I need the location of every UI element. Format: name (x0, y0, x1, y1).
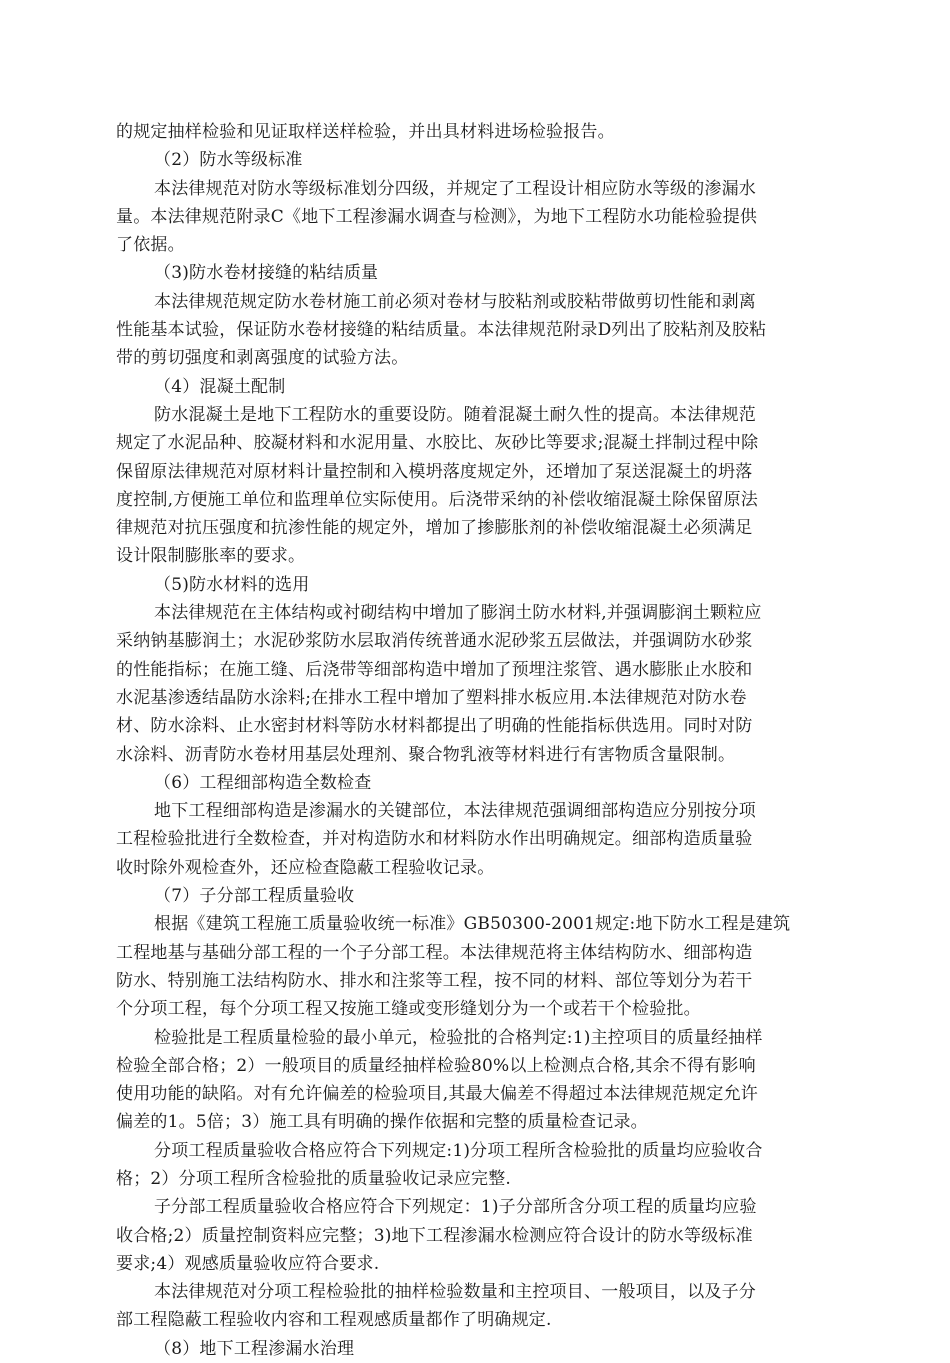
section-heading: （8）地下工程渗漏水治理 (154, 1338, 355, 1359)
paragraph-line: 材、防水涂料、止水密封材料等防水材料都提出了明确的性能指标供选用。同时对防 (116, 716, 753, 737)
paragraph-line: 工程检验批进行全数检查，并对构造防水和材料防水作出明确规定。细部构造质量验 (116, 829, 753, 850)
paragraph-first-line: 根据《建筑工程施工质量验收统一标准》GB50300-2001规定:地下防水工程是建筑 (154, 914, 791, 935)
paragraph-line: 量。本法律规范附录C《地下工程渗漏水调查与检测》，为地下工程防水功能检验提供 (116, 206, 758, 227)
section-heading: （6）工程细部构造全数检查 (154, 772, 372, 793)
paragraph-line: 收时除外观检查外，还应检查隐蔽工程验收记录。 (116, 857, 495, 878)
paragraph-first-line: 本法律规范对分项工程检验批的抽样检验数量和主控项目、一般项目，以及子分 (154, 1282, 756, 1303)
paragraph-line: 性能基本试验，保证防水卷材接缝的粘结质量。本法律规范附录D列出了胶粘剂及胶粘 (116, 320, 767, 341)
paragraph-line: 了依据。 (116, 235, 185, 256)
paragraph-line: 水泥基渗透结晶防水涂料;在排水工程中增加了塑料排水板应用.本法律规范对防水卷 (116, 687, 747, 708)
document-body (116, 118, 826, 1363)
paragraph-line: 检验全部合格；2）一般项目的质量经抽样检验80%以上检测点合格,其余不得有影响 (116, 1055, 756, 1076)
paragraph-line: 保留原法律规范对原材料计量控制和入模坍落度规定外，还增加了泵送混凝土的坍落 (116, 461, 753, 482)
paragraph-first-line: 本法律规范对防水等级标准划分四级，并规定了工程设计相应防水等级的渗漏水 (154, 178, 756, 199)
paragraph-line: 防水、特别施工法结构防水、排水和注浆等工程，按不同的材料、部位等划分为若干 (116, 970, 753, 991)
paragraph-first-line: 地下工程细部构造是渗漏水的关键部位，本法律规范强调细部构造应分别按分项 (154, 801, 756, 822)
paragraph-line: 工程地基与基础分部工程的一个子分部工程。本法律规范将主体结构防水、细部构造 (116, 942, 753, 963)
paragraph-line: 收合格;2）质量控制资料应完整；3)地下工程渗漏水检测应符合设计的防水等级标准 (116, 1225, 753, 1246)
paragraph-line: 的性能指标；在施工缝、后浇带等细部构造中增加了预埋注浆管、遇水膨胀止水胶和 (116, 659, 753, 680)
paragraph-line: 带的剪切强度和剥离强度的试验方法。 (116, 348, 409, 369)
paragraph-line: 采纳钠基膨润土；水泥砂浆防水层取消传统普通水泥砂浆五层做法，并强调防水砂浆 (116, 631, 753, 652)
paragraph-first-line: 本法律规范在主体结构或衬砌结构中增加了膨润土防水材料,并强调膨润土颗粒应 (154, 603, 762, 624)
paragraph-line: 使用功能的缺陷。对有允许偏差的检验项目,其最大偏差不得超过本法律规范规定允许 (116, 1084, 759, 1105)
paragraph-first-line: 分项工程质量验收合格应符合下列规定:1)分项工程所含检验批的质量均应验收合 (154, 1140, 763, 1161)
section-heading: （5)防水材料的选用 (154, 574, 310, 595)
paragraph-line: 部工程隐蔽工程验收内容和工程观感质量都作了明确规定. (116, 1310, 552, 1331)
paragraph-line: 规定了水泥品种、胶凝材料和水泥用量、水胶比、灰砂比等要求;混凝土拌制过程中除 (116, 433, 759, 454)
paragraph-line: 度控制,方便施工单位和监理单位实际使用。后浇带采纳的补偿收缩混凝土除保留原法 (116, 489, 759, 510)
paragraph-line: 格；2）分项工程所含检验批的质量验收记录应完整. (116, 1168, 512, 1189)
section-heading: （4）混凝土配制 (154, 376, 286, 397)
paragraph-line: 水涂料、沥青防水卷材用基层处理剂、聚合物乳液等材料进行有害物质含量限制。 (116, 744, 736, 765)
paragraph-line: 设计限制膨胀率的要求。 (116, 546, 306, 567)
paragraph-line: 的规定抽样检验和见证取样送样检验，并出具材料进场检验报告。 (116, 122, 615, 142)
paragraph-line: 偏差的1。5倍；3）施工具有明确的操作依据和完整的质量检查记录。 (116, 1112, 648, 1133)
paragraph-first-line: 检验批是工程质量检验的最小单元，检验批的合格判定:1)主控项目的质量经抽样 (154, 1027, 763, 1048)
section-heading: （2）防水等级标准 (154, 150, 303, 171)
section-heading: （7）子分部工程质量验收 (154, 886, 355, 907)
section-heading: （3)防水卷材接缝的粘结质量 (154, 263, 379, 284)
paragraph-first-line: 防水混凝土是地下工程防水的重要设防。随着混凝土耐久性的提高。本法律规范 (154, 404, 756, 425)
paragraph-line: 律规范对抗压强度和抗渗性能的规定外，增加了掺膨胀剂的补偿收缩混凝土必须满足 (116, 518, 753, 539)
paragraph-first-line: 本法律规范规定防水卷材施工前必须对卷材与胶粘剂或胶粘带做剪切性能和剥离 (154, 291, 756, 312)
paragraph-first-line: 子分部工程质量验收合格应符合下列规定：1)子分部所含分项工程的质量均应验 (154, 1197, 757, 1218)
paragraph-line: 个分项工程，每个分项工程又按施工缝或变形缝划分为一个或若干个检验批。 (116, 999, 701, 1020)
paragraph-line: 要求;4）观感质量验收应符合要求. (116, 1253, 380, 1274)
